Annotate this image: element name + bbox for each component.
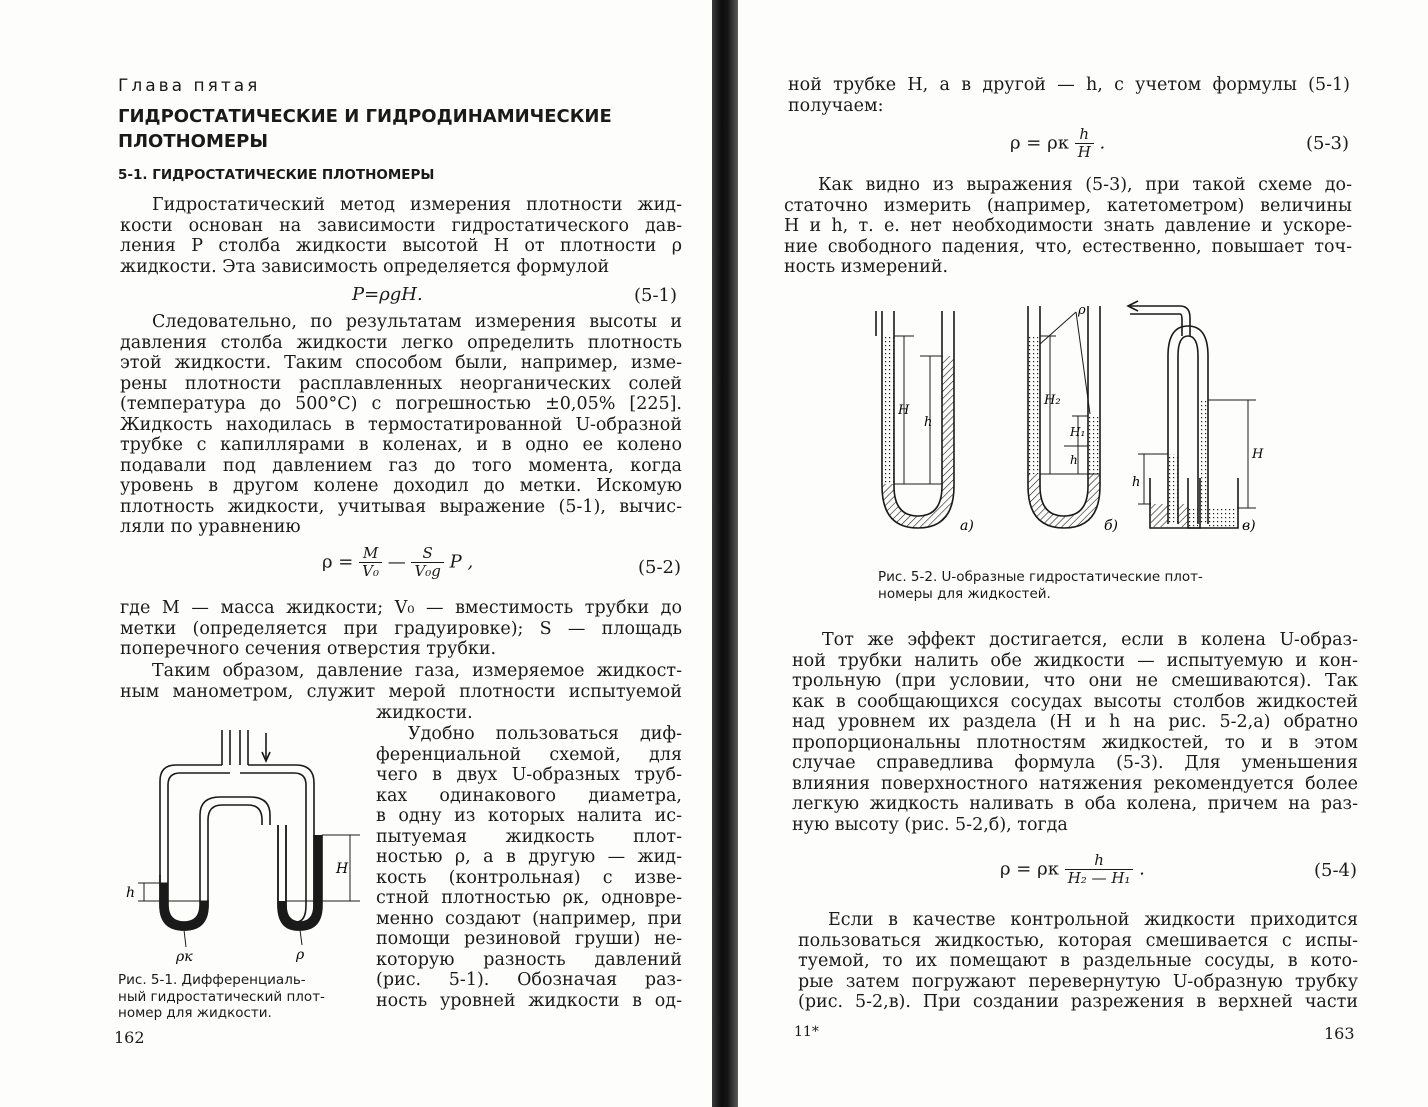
text-line: ной трубки налить обе жидкости — испытуемую и кон- (792, 650, 1358, 671)
caption-line: номер для жидкости. (118, 1005, 272, 1021)
text-line: рые затем погружают перевернутую U-образную трубку (798, 971, 1358, 992)
text-line: где M — масса жидкости; V₀ — вместимость трубки до (120, 598, 682, 618)
text-line: в одну из которых налита ис- (376, 806, 682, 826)
left-page (0, 0, 712, 1107)
text-line: ность уровней жидкости в од- (376, 990, 682, 1011)
text-line: (температура до 500°С) с погрешностью ±0,05% [225]. (120, 394, 682, 414)
fraction-denominator: V₀ (362, 562, 379, 580)
equation-number-5-3: (5-3) (1306, 133, 1350, 154)
formula-tail: P , (449, 551, 474, 573)
label-h: h (126, 885, 136, 901)
text-line: ние свободного падения, что, естественно, повышает точ- (784, 236, 1352, 257)
caption-line: ный гидростатический плот- (118, 988, 325, 1005)
text-line: плотность жидкости, учитывая выражение (5-1), вычис- (120, 496, 682, 517)
text-line: пользоваться жидкостью, которая смешивается с испы- (798, 930, 1358, 951)
figure-5-2-caption (878, 569, 1278, 602)
text-line: туемой, то их помещают в раздельные сосуды, в кото- (798, 951, 1358, 971)
label-rho: ρ (1078, 303, 1086, 318)
text-line: Как видно из выражения (5-3), при такой схеме до- (818, 175, 1352, 195)
paragraph-2 (120, 312, 682, 538)
text-line: ной трубке H, а в другой — h, с учетом формулы (5-1) (788, 75, 1350, 95)
text-line: поперечного сечения отверстия трубки. (120, 639, 497, 659)
figure-5-1-caption (118, 972, 346, 1022)
text-line: жидкости. Эта зависимость определяется формулой (120, 256, 610, 277)
label-b: б) (1104, 518, 1119, 534)
formula-lhs: ρ = ρк (1000, 858, 1059, 880)
fraction-h-H (1075, 126, 1094, 161)
text-line: (рис. 5-1). Обозначая раз- (376, 970, 682, 990)
label-rho: ρ (296, 947, 305, 963)
fraction-denominator: V₀g (414, 562, 441, 580)
label-h: h (1070, 453, 1078, 467)
fraction-denominator: H₂ — H₁ (1067, 869, 1131, 887)
text-line: пропорциональны плотностям жидкостей, то и в этом (792, 732, 1358, 753)
page-number-right: 163 (1324, 1024, 1355, 1043)
fraction-denominator: H (1077, 143, 1091, 161)
text-line: подавали под давлением газ до того момента, когда (120, 455, 682, 476)
paragraph-4 (120, 661, 682, 702)
label-H: H (336, 861, 349, 877)
text-line: которую разность давлений (376, 949, 682, 970)
label-H2: H₂ (1044, 393, 1061, 408)
formula-lhs: ρ = (322, 551, 354, 573)
text-line: статочно измерить (например, катетометром) величины (784, 195, 1352, 216)
text-line: Гидростатический метод измерения плотности жид- (152, 195, 682, 215)
minus-sign: — (387, 551, 406, 573)
fraction-numerator: S (411, 545, 443, 563)
text-line: стной плотностью ρк, одновре- (376, 888, 682, 908)
text-line: над уровнем их раздела (H и h на рис. 5-2,а) обратно (792, 712, 1358, 732)
text-line: ках одинакового диаметра, (376, 785, 682, 806)
text-line: влияния поверхностного натяжения рекомендуется более (792, 773, 1358, 794)
text-line: менно создают (например, при (376, 908, 682, 929)
formula-5-3 (1010, 126, 1105, 161)
chapter-title-line-2: ПЛОТНОМЕРЫ (118, 131, 269, 152)
text-line: жидкости. (376, 703, 473, 723)
text-line: ную высоту (рис. 5-2,б), тогда (792, 814, 1068, 835)
text-line: трольную (при условии, что они не смешиваются). Так (792, 671, 1358, 691)
text-line: случае справедлива формула (5-3). Для уменьшения (792, 753, 1358, 773)
label-rho-k: ρк (176, 949, 193, 965)
chapter-title (118, 104, 638, 154)
text-line: уровень в другом колене доходил до метки. Искомую (120, 476, 682, 496)
text-line: ностью ρ, а в другую — жид- (376, 847, 682, 867)
label-H: H (1252, 447, 1264, 462)
formula-lhs: ρ = ρк (1010, 132, 1069, 154)
text-line: H и h, т. е. нет необходимости знать давление и ускоре- (784, 216, 1352, 236)
formula-tail: . (1099, 132, 1106, 154)
text-line: Удобно пользоваться диф- (408, 724, 682, 744)
formula-5-2 (322, 545, 473, 580)
label-H: H (898, 403, 910, 418)
text-line: кости основан на зависимости гидростатического дав- (120, 215, 682, 236)
formula-5-1: P=ρgH. (352, 284, 423, 305)
paragraph-5 (376, 724, 682, 1011)
text-line: Тот же эффект достигается, если в колена U-образ- (822, 630, 1358, 650)
text-line: рены плотности расплавленных неорганических солей (120, 373, 682, 394)
caption-line: Рис. 5-2. U-образные гидростатические плот- (878, 569, 1203, 585)
label-h: h (1132, 475, 1141, 490)
text-line: помощи резиновой груши) не- (376, 929, 682, 949)
signature-mark: 11* (794, 1024, 819, 1040)
chapter-label: Глава пятая (118, 76, 261, 96)
equation-number-5-4: (5-4) (1314, 860, 1358, 881)
text-line: ным манометром, служит мерой плотности испытуемой (120, 681, 682, 702)
label-h: h (924, 415, 933, 430)
book-gutter (712, 0, 738, 1107)
fraction-s-v0g (411, 545, 443, 580)
text-line: как в сообщающихся сосудах высоты столбов жидкостей (792, 691, 1358, 712)
paragraph-3-right (792, 630, 1358, 835)
figure-5-1-differential-densimeter (110, 725, 360, 970)
paragraph-1 (120, 195, 682, 277)
equation-number-5-2: (5-2) (638, 557, 682, 578)
text-line: ференциальной схемой, для (376, 744, 682, 765)
text-line: (рис. 5-2,в). При создании разрежения в верхней части (798, 992, 1358, 1012)
figure-5-2-part-v (1128, 301, 1264, 534)
text-line: трубке с капиллярами в коленах, и в одно ее колено (120, 435, 682, 455)
text-line: этой жидкости. Таким способом были, например, изме- (120, 353, 682, 373)
paragraph-2-right (784, 175, 1352, 278)
paragraph-4-right (798, 910, 1358, 1013)
text-line: Следовательно, по результатам измерения высоты и (152, 312, 682, 332)
paragraph-continued (788, 75, 1350, 116)
section-title: 5-1. ГИДРОСТАТИЧЕСКИЕ ПЛОТНОМЕРЫ (118, 167, 435, 183)
text-line: метки (определяется при градуировке); S — площадь (120, 618, 682, 639)
text-line: чего в двух U-образных труб- (376, 765, 682, 785)
text-line: Жидкость находилась в термостатированной U-образной (120, 414, 682, 435)
fraction-numerator: h (1065, 852, 1134, 870)
chapter-title-line-1: ГИДРОСТАТИЧЕСКИЕ И ГИДРОДИНАМИЧЕСКИЕ (118, 106, 612, 127)
fraction-numerator: M (359, 545, 382, 563)
text-line: Если в качестве контрольной жидкости приходится (828, 910, 1358, 930)
equation-number-5-1: (5-1) (634, 285, 678, 306)
text-line: Таким образом, давление газа, измеряемое жидкост- (152, 661, 682, 681)
text-line: ляли по уравнению (120, 517, 301, 537)
label-H1: H₁ (1070, 425, 1086, 439)
page-number-left: 162 (114, 1028, 145, 1047)
text-line: ность измерений. (784, 257, 949, 277)
formula-5-4 (1000, 852, 1145, 887)
figure-5-2-part-a (876, 311, 974, 534)
text-line: легкую жидкость наливать в оба колена, причем на раз- (792, 794, 1358, 814)
label-a: а) (960, 518, 974, 534)
text-line: получаем: (788, 95, 884, 116)
fraction-m-v0 (359, 545, 382, 580)
caption-line: Рис. 5-1. Дифференциаль- (118, 972, 306, 988)
right-page (738, 0, 1428, 1107)
paragraph-3 (120, 598, 682, 660)
text-line: кость (контрольная) с изве- (376, 867, 682, 888)
text-line: давления столба жидкости легко определить плотность (120, 332, 682, 353)
figure-5-2-u-tube-densimeters (868, 296, 1278, 546)
fraction-h-H2-H1 (1065, 852, 1134, 887)
text-line: ления P столба жидкости высотой H от плотности ρ (120, 236, 682, 256)
formula-tail: . (1139, 858, 1145, 880)
paragraph-4-tail (376, 703, 682, 724)
text-line: пытуемая жидкость плот- (376, 826, 682, 847)
figure-5-2-part-b (1028, 303, 1118, 534)
caption-line: номеры для жидкостей. (878, 585, 1051, 602)
fraction-numerator: h (1075, 126, 1094, 144)
label-v: в) (1242, 518, 1256, 534)
